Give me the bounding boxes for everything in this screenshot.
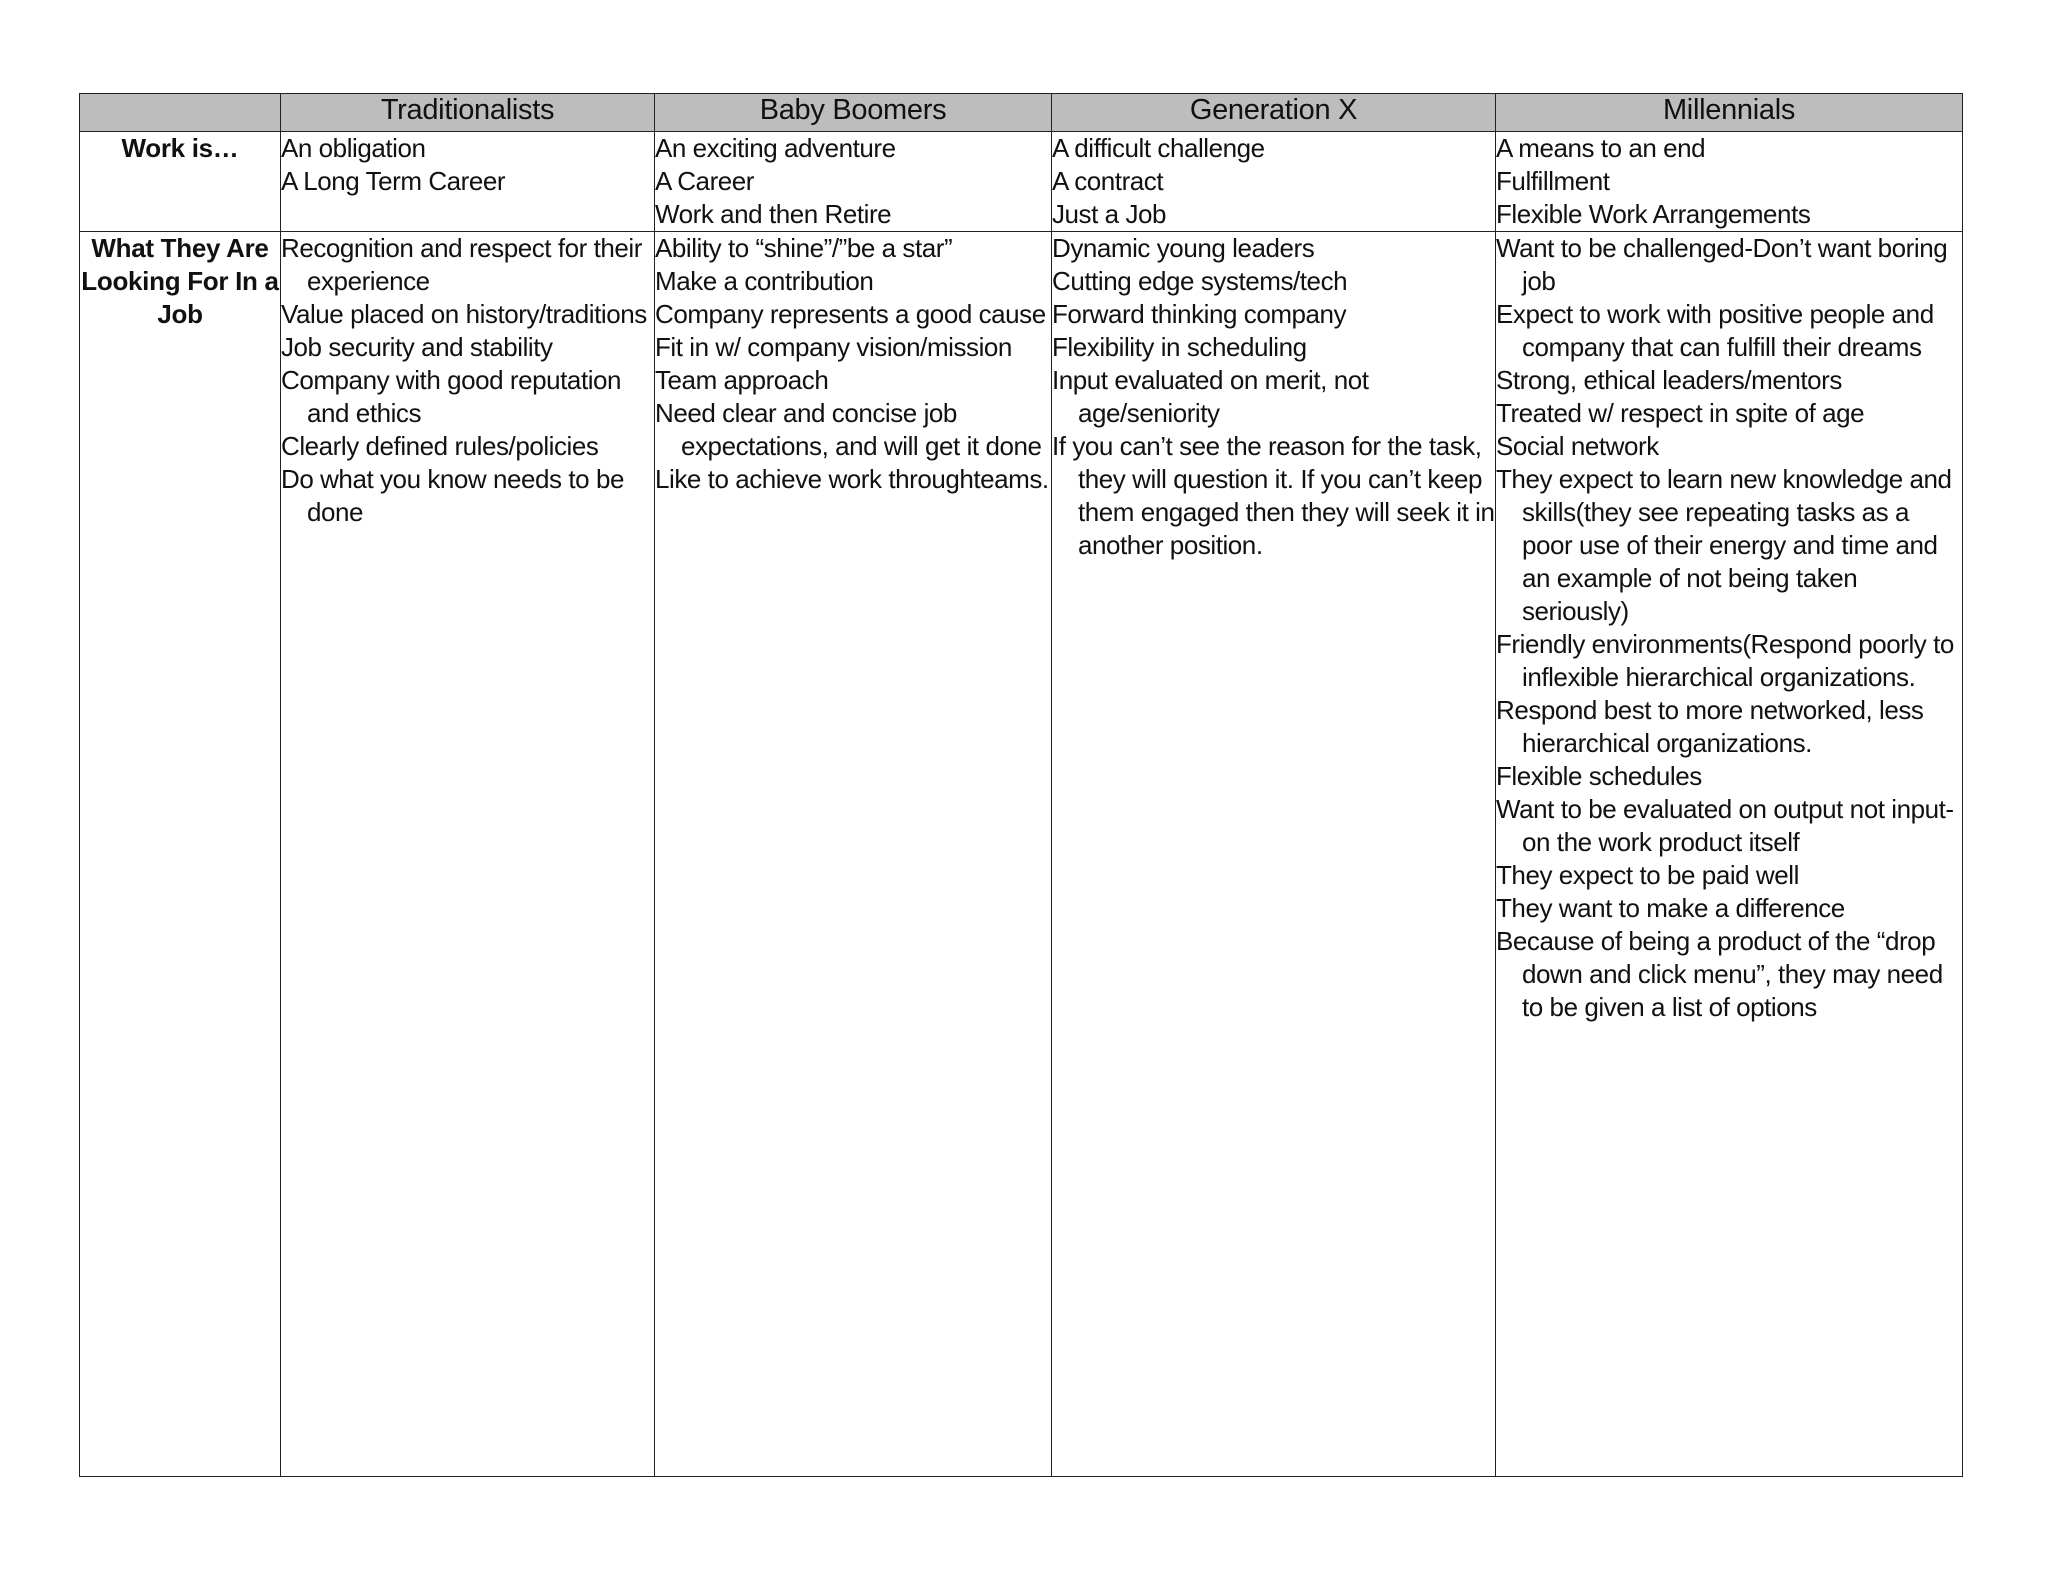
list-item: A means to an end	[1496, 133, 1706, 163]
list-item: Value placed on history/traditions	[281, 299, 647, 329]
list-item: Do what you know needs to be done	[281, 464, 624, 527]
list-item: Company represents a good cause	[655, 299, 1046, 329]
list-item: Dynamic young leaders	[1052, 233, 1315, 263]
cell-looking-millennials	[1496, 232, 1963, 1477]
cell-looking-baby-boomers	[655, 232, 1052, 1477]
list-item: Flexibility in scheduling	[1052, 332, 1307, 362]
cell-looking-generation-x	[1052, 232, 1496, 1477]
list-item: Flexible schedules	[1496, 761, 1702, 791]
column-header-baby-boomers: Baby Boomers	[655, 94, 1052, 132]
list-item: Expect to work with positive people and company that can fulfill their dreams	[1496, 299, 1934, 362]
list-item: Strong, ethical leaders/mentors	[1496, 365, 1842, 395]
list-item: Input evaluated on merit, not age/seniority	[1052, 365, 1369, 428]
cell-looking-traditionalists	[281, 232, 655, 1477]
list-item: Treated w/ respect in spite of age	[1496, 398, 1865, 428]
list-item: Flexible Work Arrangements	[1496, 199, 1811, 229]
list-item: Social network	[1496, 431, 1659, 461]
row-label-work-is: Work is…	[80, 132, 281, 232]
list-item: Recognition and respect for their experience	[281, 233, 642, 296]
list-item: Need clear and concise job expectations, and will get it done	[655, 398, 1042, 461]
list-item: Ability to “shine”/”be a star”	[655, 233, 953, 263]
list-item: Want to be evaluated on output not input-on the work product itself	[1496, 794, 1954, 857]
cell-work-baby-boomers	[655, 132, 1052, 232]
list-item: They want to make a difference	[1496, 893, 1845, 923]
list-item: Because of being a product of the “drop down and click menu”, they may need to be given a list of options	[1496, 926, 1943, 1022]
column-header-millennials: Millennials	[1496, 94, 1963, 132]
list-item: A Long Term Career	[281, 166, 506, 196]
list-item: Respond best to more networked, less hierarchical organizations.	[1496, 695, 1924, 758]
list-item: An exciting adventure	[655, 133, 896, 163]
list-item: Like to achieve work throughteams.	[655, 464, 1049, 494]
row-looking-for	[80, 232, 1963, 1477]
header-row	[80, 94, 1963, 132]
list-item: A difficult challenge	[1052, 133, 1265, 163]
list-item: Fulfillment	[1496, 166, 1610, 196]
list-item: Job security and stability	[281, 332, 553, 362]
column-header-generation-x: Generation X	[1052, 94, 1496, 132]
cell-work-generation-x	[1052, 132, 1496, 232]
list-item: If you can’t see the reason for the task, they will question it. If you can’t keep them engaged then they will seek it in another position.	[1052, 431, 1495, 560]
list-item: Friendly environments(Respond poorly to inflexible hierarchical organizations.	[1496, 629, 1954, 692]
list-item: Cutting edge systems/tech	[1052, 266, 1348, 296]
corner-cell	[80, 94, 281, 132]
list-item: Team approach	[655, 365, 829, 395]
list-item: Just a Job	[1052, 199, 1167, 229]
row-work-is	[80, 132, 1963, 232]
column-header-traditionalists: Traditionalists	[281, 94, 655, 132]
cell-work-millennials	[1496, 132, 1963, 232]
list-item: Work and then Retire	[655, 199, 892, 229]
list-item: Clearly defined rules/policies	[281, 431, 599, 461]
list-item: A contract	[1052, 166, 1164, 196]
row-label-looking-for: What They Are Looking For In a Job	[80, 232, 281, 1477]
list-item: They expect to learn new knowledge and skills(they see repeating tasks as a poor use of their energy and time and an example of not being taken seriously)	[1496, 464, 1952, 626]
list-item: Fit in w/ company vision/mission	[655, 332, 1012, 362]
cell-work-traditionalists	[281, 132, 655, 232]
generations-comparison-table	[79, 93, 1963, 1477]
list-item: Forward thinking company	[1052, 299, 1347, 329]
list-item: Want to be challenged-Don’t want boring job	[1496, 233, 1948, 296]
list-item: An obligation	[281, 133, 426, 163]
list-item: Make a contribution	[655, 266, 874, 296]
list-item: They expect to be paid well	[1496, 860, 1799, 890]
list-item: A Career	[655, 166, 755, 196]
list-item: Company with good reputation and ethics	[281, 365, 622, 428]
